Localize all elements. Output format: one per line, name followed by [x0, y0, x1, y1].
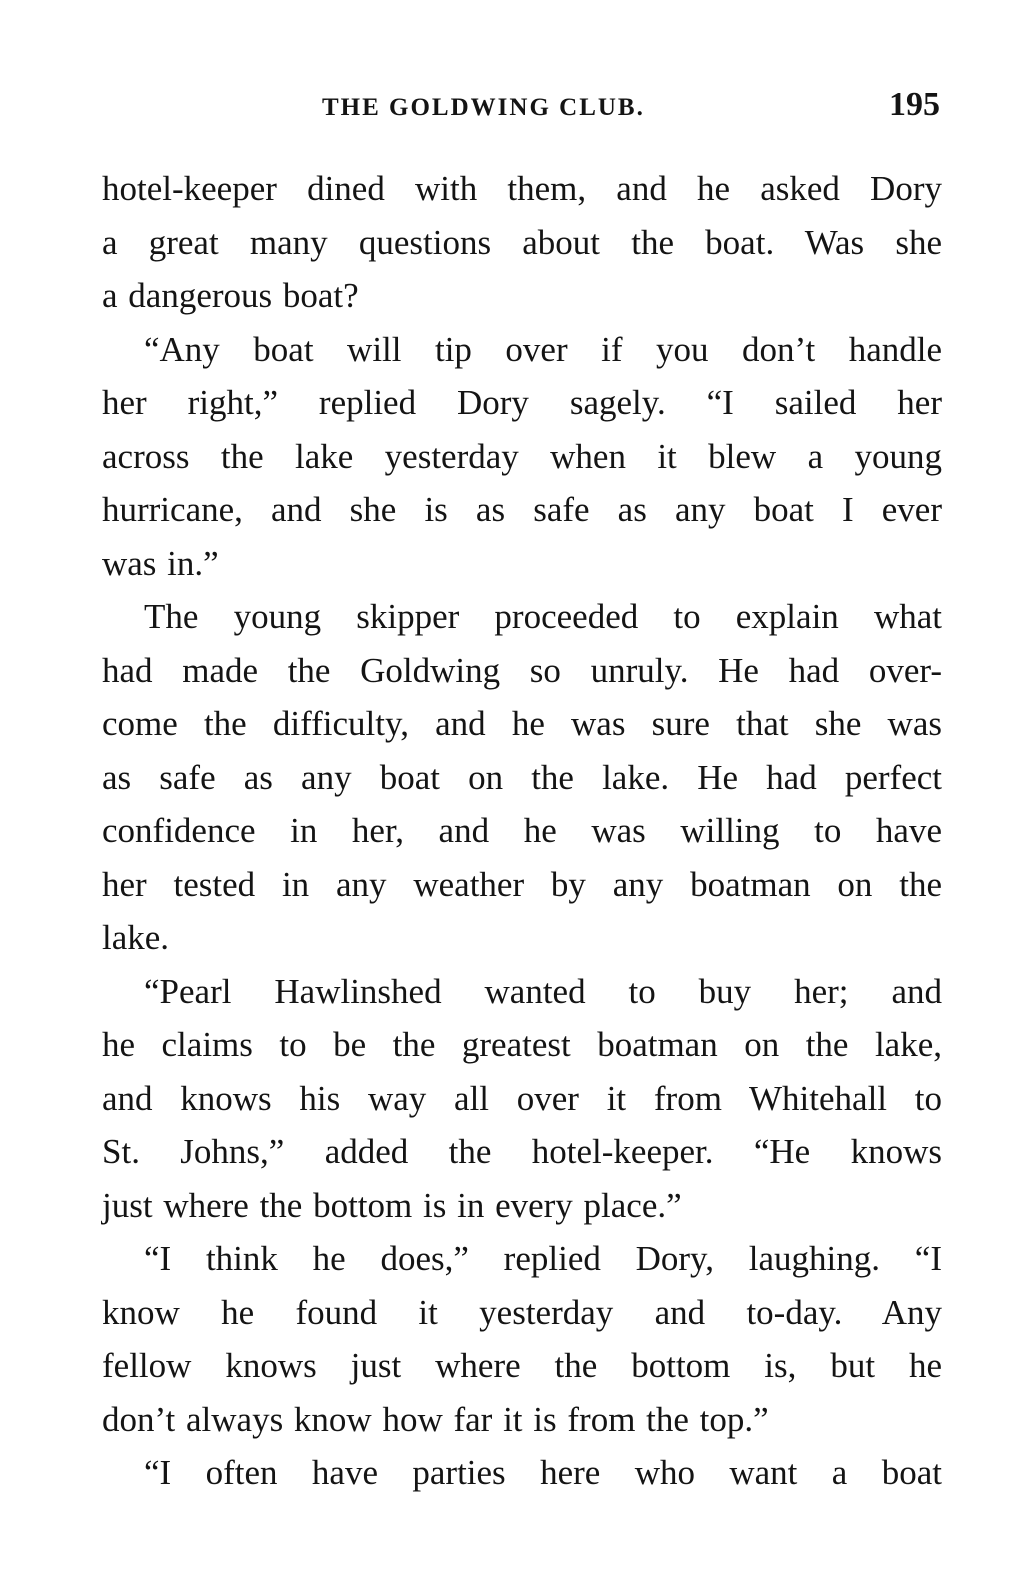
text-line: he claims to be the greatest boatman on the lake,: [102, 1025, 942, 1064]
paragraph: [102, 323, 942, 591]
text-line: had made the Goldwing so unruly. He had over-: [102, 650, 942, 690]
paragraph: [102, 1446, 942, 1500]
text-line: a dangerous boat?: [102, 276, 359, 315]
paragraph: [102, 162, 942, 323]
text-line: know he found it yesterday and to-day. Any: [102, 1292, 942, 1332]
text-line: and knows his way all over it from Whitehall to: [102, 1078, 942, 1118]
running-title: THE GOLDWING CLUB.: [322, 94, 645, 121]
text-line: come the difficulty, and he was sure that she was: [102, 704, 942, 743]
text-line: a great many questions about the boat. Was she: [102, 222, 942, 262]
text-line: her right,” replied Dory sagely. “I sailed her: [102, 383, 942, 422]
page-number: 195: [889, 86, 940, 123]
text-line: just where the bottom is in every place.”: [102, 1185, 682, 1225]
text-line: hotel-keeper dined with them, and he asked Dory: [102, 169, 942, 208]
text-line: her tested in any weather by any boatman on the: [102, 864, 942, 904]
text-line: lake.: [102, 918, 170, 957]
text-line: fellow knows just where the bottom is, but he: [102, 1346, 942, 1385]
body-text: [102, 162, 942, 1500]
text-line: confidence in her, and he was willing to have: [102, 811, 942, 850]
text-line: across the lake yesterday when it blew a young: [102, 436, 942, 476]
text-line: was in.”: [102, 543, 219, 583]
text-line: don’t always know how far it is from the top.”: [102, 1399, 769, 1439]
running-head: [100, 88, 940, 132]
text-line: “Pearl Hawlinshed wanted to buy her; and: [144, 971, 942, 1011]
paragraph: [102, 1232, 942, 1446]
text-line: as safe as any boat on the lake. He had perfect: [102, 757, 942, 797]
text-line: St. Johns,” added the hotel-keeper. “He knows: [102, 1132, 942, 1171]
text-line: “I think he does,” replied Dory, laughing. “I: [144, 1239, 942, 1278]
paragraph: [102, 965, 942, 1233]
text-line: The young skipper proceeded to explain what: [144, 597, 942, 636]
text-line: “I often have parties here who want a boat: [144, 1453, 942, 1492]
text-line: hurricane, and she is as safe as any boat I ever: [102, 490, 942, 529]
text-line: “Any boat will tip over if you don’t handle: [144, 329, 942, 369]
paragraph: [102, 590, 942, 965]
